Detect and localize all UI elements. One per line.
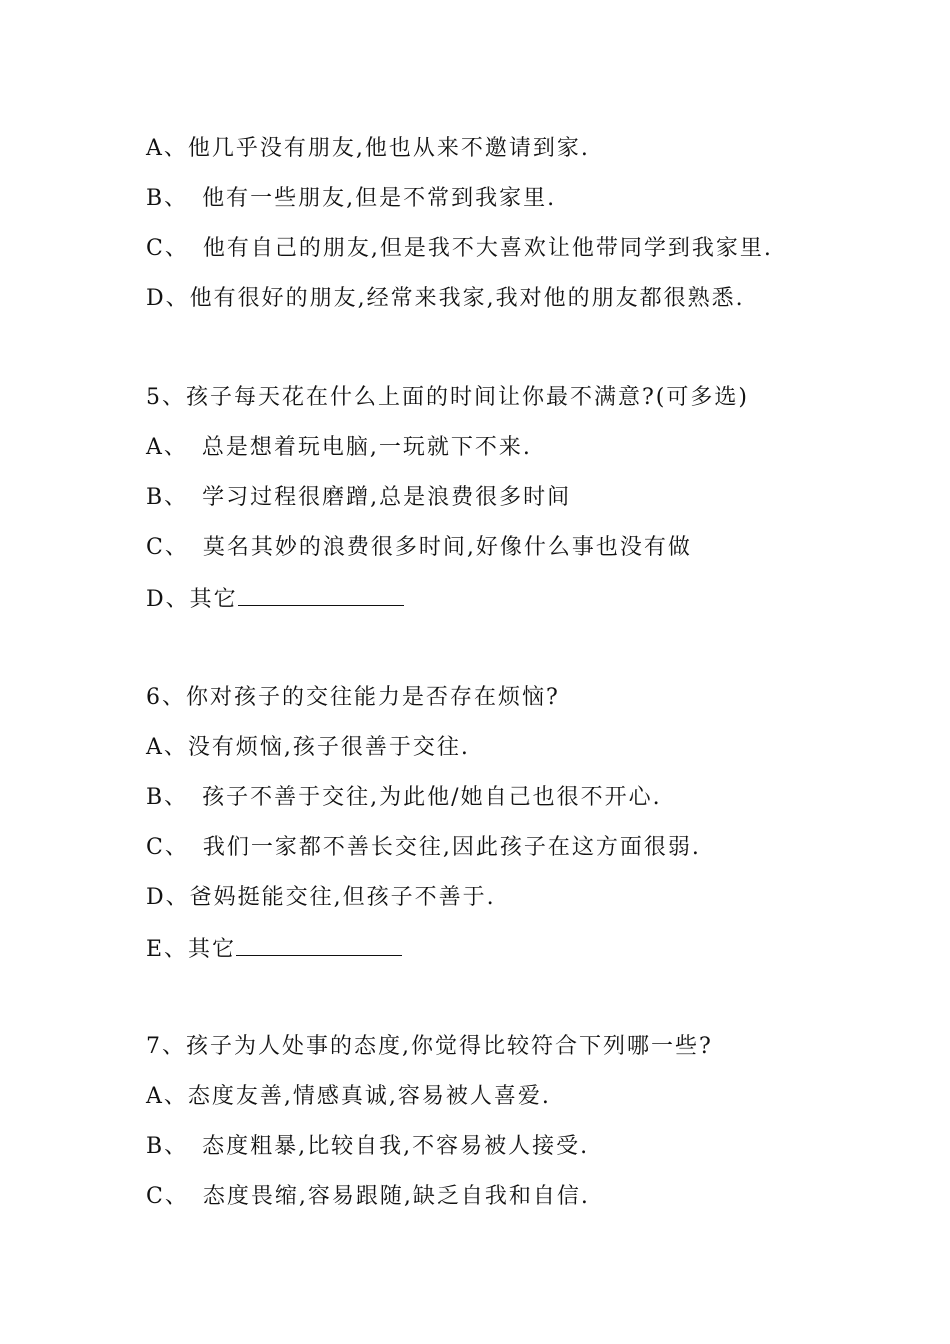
fill-in-blank bbox=[238, 583, 404, 606]
option-prefix: B、 bbox=[146, 485, 189, 510]
q5-question: 5、孩子每天花在什么上面的时间让你最不满意?(可多选) bbox=[146, 385, 749, 410]
option-prefix: A、 bbox=[146, 435, 188, 460]
option-text: 态度粗暴,比较自我,不容易被人接受. bbox=[202, 1134, 590, 1159]
q7-option-a: A、态度友善,情感真诚,容易被人喜爱. bbox=[146, 1084, 551, 1109]
option-text: D、其它 bbox=[146, 587, 238, 612]
q6-option-e bbox=[146, 933, 402, 965]
q6-option-a: A、没有烦恼,孩子很善于交往. bbox=[146, 735, 470, 760]
option-text: E、其它 bbox=[146, 937, 237, 962]
option-text: 我们一家都不善长交往,因此孩子在这方面很弱. bbox=[202, 835, 701, 860]
q7-option-b bbox=[146, 1132, 589, 1162]
option-prefix: C、 bbox=[146, 535, 189, 560]
option-text: 莫名其妙的浪费很多时间,好像什么事也没有做 bbox=[202, 535, 692, 560]
option-text: 总是想着玩电脑,一玩就下不来. bbox=[201, 435, 532, 460]
option-text: 他有自己的朋友,但是我不大喜欢让他带同学到我家里. bbox=[202, 236, 773, 261]
option-text: 他有一些朋友,但是不常到我家里. bbox=[202, 186, 557, 211]
q6-option-b bbox=[146, 783, 662, 813]
q6-option-d: D、爸妈挺能交往,但孩子不善于. bbox=[146, 885, 496, 910]
option-prefix: B、 bbox=[146, 186, 189, 211]
q4-option-b bbox=[146, 184, 556, 214]
option-text: 态度畏缩,容易跟随,缺乏自我和自信. bbox=[202, 1184, 590, 1209]
option-prefix: B、 bbox=[146, 1134, 189, 1159]
q5-option-a bbox=[146, 433, 532, 463]
option-prefix: B、 bbox=[146, 785, 189, 810]
option-prefix: C、 bbox=[146, 835, 189, 860]
q4-option-c bbox=[146, 234, 773, 264]
option-text: 孩子不善于交往,为此他/她自己也很不开心. bbox=[202, 785, 662, 810]
q7-option-c bbox=[146, 1182, 590, 1212]
q5-option-b bbox=[146, 483, 571, 513]
q5-option-d bbox=[146, 583, 404, 615]
q5-option-c bbox=[146, 533, 692, 563]
fill-in-blank bbox=[236, 933, 402, 956]
q7-question: 7、孩子为人处事的态度,你觉得比较符合下列哪一些? bbox=[146, 1034, 713, 1059]
option-prefix: C、 bbox=[146, 1184, 189, 1209]
q6-option-c bbox=[146, 833, 701, 863]
q4-option-d: D、他有很好的朋友,经常来我家,我对他的朋友都很熟悉. bbox=[146, 286, 745, 311]
q4-option-a: A、他几乎没有朋友,他也从来不邀请到家. bbox=[146, 136, 590, 161]
q6-question: 6、你对孩子的交往能力是否存在烦恼? bbox=[146, 685, 560, 710]
option-text: 学习过程很磨蹭,总是浪费很多时间 bbox=[202, 485, 572, 510]
option-prefix: C、 bbox=[146, 236, 189, 261]
